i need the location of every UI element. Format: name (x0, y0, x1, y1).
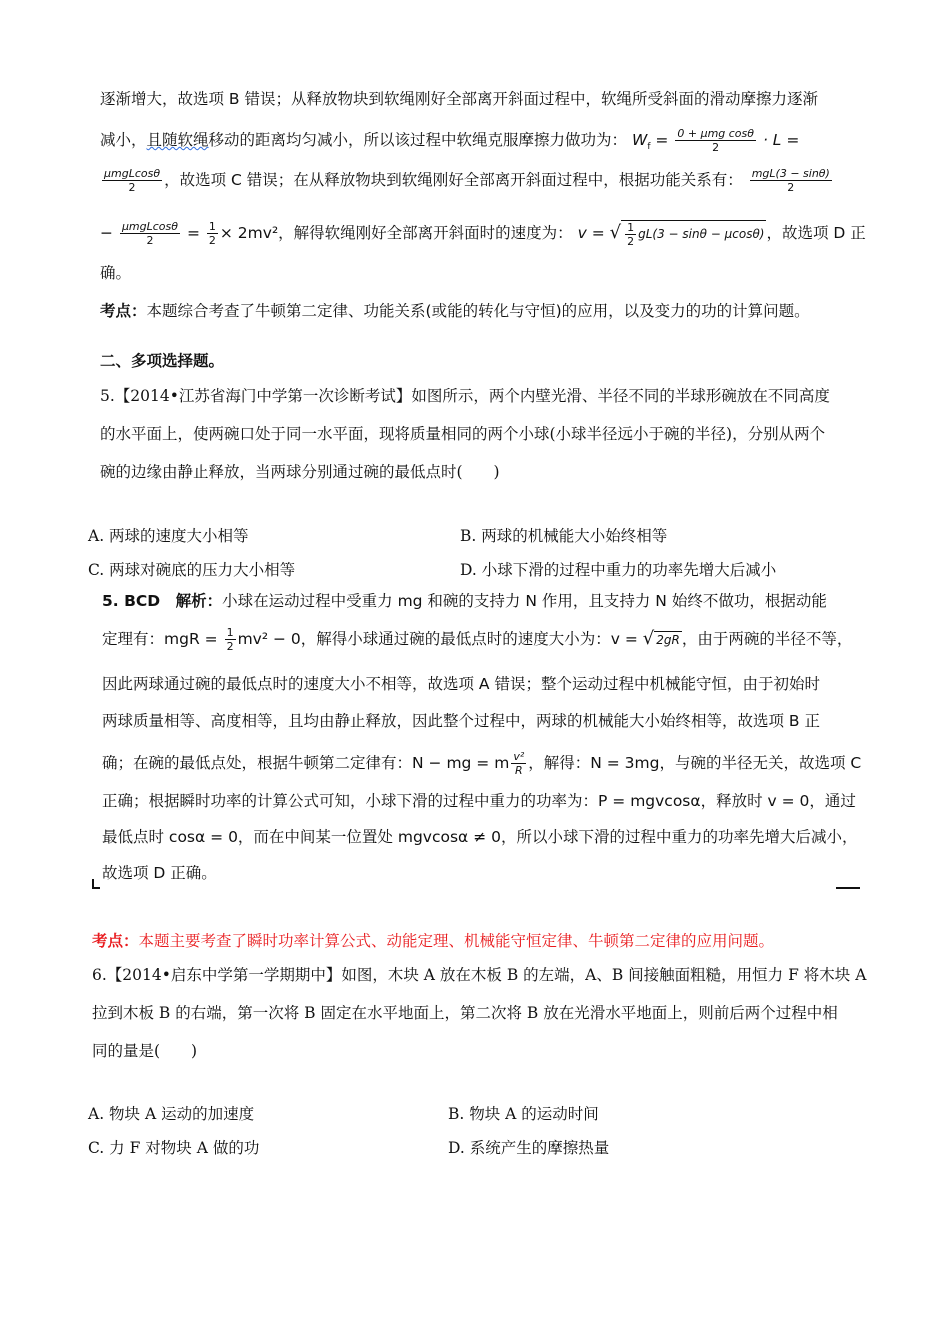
q5-option-a: A. 两球的速度大小相等 (88, 527, 249, 545)
q5-stem-line-1: 5.【2014•江苏省海门中学第一次诊断考试】如图所示，两个内壁光滑、半径不同的半球形碗放在不同高度 (100, 387, 830, 405)
sqrt-expression: 2gR (656, 633, 680, 647)
solution4-line-2: 减小，且随软绳移动的距离均匀减小，所以该过程中软绳克服摩擦力做功为： $W_f$ = $\frac{\text{0 + μmg cosθ}}{2}$ · L = (100, 127, 800, 154)
q6-option-b: B. 物块 A 的运动时间 (448, 1105, 599, 1123)
fraction-one-half: $\frac{1}{2}$ (208, 220, 216, 247)
kaodian-label: 考点： (100, 302, 147, 320)
q6-stem-line-3: 同的量是( ) (92, 1042, 198, 1060)
solution4-line-1: 逐渐增大，故选项 B 错误；从释放物块到软绳刚好全部离开斜面过程中，软绳所受斜面的滑动摩擦力逐渐 (100, 90, 818, 108)
answer-label: 5. BCD 解析： (102, 592, 223, 610)
a5-line-2: 定理有：mgR = $\frac{1}{2}$ mv² − 0，解得小球通过碗的最低点时的速度大小为：v = √ 2gR ，由于两碗的半径不等， (102, 626, 853, 653)
sqrt-expression: $\frac{1}{2}$ gL(3 − sinθ − μcosθ) (621, 220, 766, 248)
crop-mark-right (836, 887, 860, 889)
q5-stem-line-3: 碗的边缘由静止释放，当两球分别通过碗的最低点时( ) (100, 463, 500, 481)
fraction-gravity-work: $\frac{\text{mgL(3 − sinθ)}}{2}$ (751, 167, 830, 194)
q6-option-a: A. 物块 A 运动的加速度 (88, 1105, 255, 1123)
a5-line-1: 5. BCD 解析：小球在运动过程中受重力 mg 和碗的支持力 N 作用，且支持力 N 始终不做功，根据动能 (102, 592, 827, 610)
kaodian-label: 考点： (92, 932, 139, 950)
fraction-v-squared-over-r: $\frac{\text{v²}}{R}$ (513, 750, 525, 777)
q5-option-d: D. 小球下滑的过程中重力的功率先增大后减小 (460, 561, 777, 579)
solution4-line-3: $\frac{\text{μmgLcosθ}}{2}$ ，故选项 C 错误；在从释放物块到软绳刚好全部离开斜面过程中，根据功能关系有： $\frac{\text{mgL(3 − sinθ)}}{2}$ (104, 167, 830, 194)
q5-stem-line-2: 的水平面上，使两碗口处于同一水平面，现将质量相同的两个小球(小球半径远小于碗的半径)，分别从两个 (100, 425, 826, 443)
solution4-line-4: − $\frac{\text{μmgLcosθ}}{2}$ = $\frac{1}{2}$ × 2mv²，解得软绳刚好全部离开斜面时的速度为： v = √ $\frac{1}{2}$ gL(3 − sinθ − μcosθ) ，故选项 D 正 (100, 220, 866, 248)
fraction-friction-work-2: $\frac{\text{μmgLcosθ}}{2}$ (121, 220, 179, 247)
q5-option-b: B. 两球的机械能大小始终相等 (460, 527, 668, 545)
q6-option-d: D. 系统产生的摩擦热量 (448, 1139, 610, 1157)
a5-line-7: 最低点时 cosα = 0，而在中间某一位置处 mgvcosα ≠ 0，所以小球下滑的过程中重力的功率先增大后减小， (102, 828, 858, 846)
kaodian-5: 考点：本题主要考查了瞬时功率计算公式、动能定理、机械能守恒定律、牛顿第二定律的应用问题。 (92, 932, 775, 950)
a5-line-3: 因此两球通过碗的最低点时的速度大小不相等，故选项 A 错误；整个运动过程中机械能守恒，由于初始时 (102, 675, 820, 693)
kaodian-4: 考点：本题综合考查了牛顿第二定律、功能关系(或能的转化与守恒)的应用，以及变力的功的计算问题。 (100, 302, 810, 320)
q6-option-c: C. 力 F 对物块 A 做的功 (88, 1139, 260, 1157)
a5-line-8: 故选项 D 正确。 (102, 864, 217, 882)
a5-line-6: 正确；根据瞬时功率的计算公式可知，小球下滑的过程中重力的功率为：P = mgvcosα，释放时 v = 0，通过 (102, 792, 856, 810)
crop-mark-left-vertical (92, 879, 94, 889)
section-heading: 二、多项选择题。 (100, 352, 225, 370)
fraction-friction-work: $\frac{\text{μmgLcosθ}}{2}$ (104, 167, 161, 194)
q6-stem-line-2: 拉到木板 B 的右端，第一次将 B 固定在水平地面上，第二次将 B 放在光滑水平地面上，则前后两个过程中相 (92, 1004, 838, 1022)
solution4-line-5: 确。 (100, 264, 132, 282)
a5-line-4: 两球质量相等、高度相等，且均由静止释放，因此整个过程中，两球的机械能大小始终相等，故选项 B 正 (102, 712, 820, 730)
sqrt-sign: √ (642, 628, 655, 649)
q5-option-c: C. 两球对碗底的压力大小相等 (88, 561, 296, 579)
q6-stem-line-1: 6.【2014•启东中学第一学期期中】如图，木块 A 放在木板 B 的左端，A、B 间接触面粗糙，用恒力 F 将木块 A (92, 966, 867, 984)
a5-line-5: 确；在碗的最低点处，根据牛顿第二定律有：N − mg = m $\frac{\text{v²}}{R}$ ，解得：N = 3mg，与碗的半径无关，故选项 C (102, 750, 862, 777)
fraction-friction-average: $\frac{\text{0 + μmg cosθ}}{2}$ (677, 127, 754, 154)
wavy-underlined-text: 且随软绳 (146, 131, 209, 149)
fraction-one-half: $\frac{1}{2}$ (226, 626, 234, 653)
sqrt-sign: √ (609, 222, 622, 243)
